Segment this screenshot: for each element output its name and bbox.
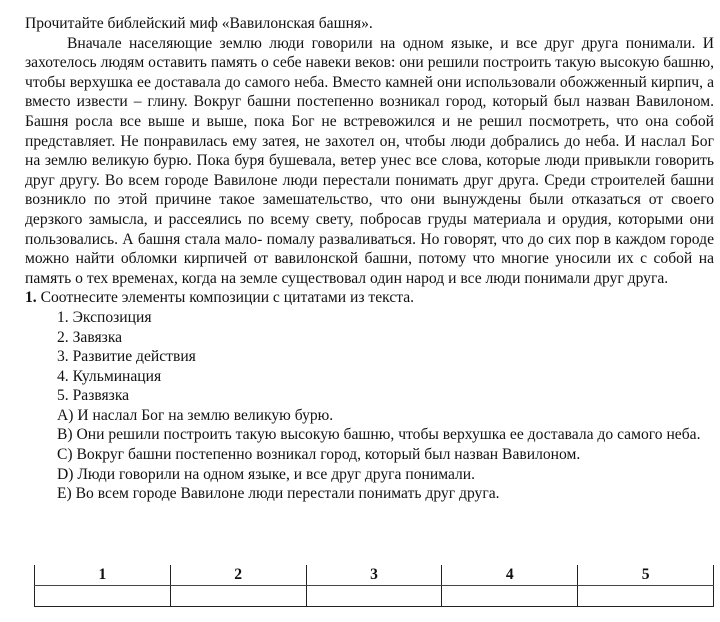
answer-table-answer-row	[35, 586, 714, 607]
composition-elements-list	[25, 308, 714, 406]
composition-element: 5. Развязка	[57, 387, 130, 405]
composition-element: 3. Развитие действия	[57, 348, 196, 366]
task-statement	[25, 288, 714, 308]
composition-element: 2. Завязка	[57, 328, 123, 346]
answer-table-header-cell: 5	[578, 565, 714, 586]
answer-cell[interactable]	[442, 586, 578, 607]
task-number: 1.	[25, 289, 37, 307]
answer-cell[interactable]	[578, 586, 714, 607]
quotes-list	[25, 406, 714, 504]
quote-item: С) Вокруг башни постепенно возникал город, который был назван Вавилоном.	[57, 446, 581, 464]
quote-item: Е) Во всем городе Вавилоне люди перестали понимать друг друга.	[57, 485, 500, 503]
answer-table-header-row	[35, 565, 714, 586]
quote-item: В) Они решили построить такую высокую башню, чтобы верхушка ее доставала до самого неба.	[57, 426, 701, 444]
composition-element: 4. Кульминация	[57, 367, 162, 385]
answer-table-header-cell: 1	[35, 565, 171, 586]
answer-cell[interactable]	[35, 586, 171, 607]
answer-table-header-cell: 2	[170, 565, 306, 586]
task-text: Соотнесите элементы композиции с цитатами из текста.	[36, 289, 415, 307]
myth-text: Вначале населяющие землю люди говорили на одном языке, и все друг друга понимали. И захотелось людям оставить память о себе навеки веков: они решили построить такую высокую башню, чтобы верхушка ее доставала до самого неба. Вместо камней они использовали обожженный кирпич, а вместо извести – глину. Вокруг башни постепенно возникал город, который был назван Вавилоном. Башня росла все выше и выше, пока Бог не встревожился и не решил посмотреть, что она собой представляет. Не понравилась ему затея, не захотел он, чтобы люди добрались до неба. И наслал Бог на землю великую бурю. Пока буря бушевала, ветер унес все слова, которые люди привыкли говорить друг другу. Во всем городе Вавилоне люди перестали понимать друг друга. Среди строителей башни возникло по этой причине такое замешательство, что они вынуждены были отказаться от своего дерзкого замысла, и рассеялись по всему свету, побросав груды материала и орудия, которыми они пользовались. А башня стала мало- помалу разваливаться. Но говорят, что до сих пор в каждом городе можно найти обломки кирпичей от вавилонской башни, потому что многие уносили их с собой на память о тех временах, когда на земле существовал один народ и все люди понимали друг друга.	[25, 34, 714, 287]
answer-cell[interactable]	[306, 586, 442, 607]
answer-cell[interactable]	[170, 586, 306, 607]
worksheet	[25, 14, 714, 504]
quote-item: D) Люди говорили на одном языке, и все друг друга понимали.	[57, 465, 476, 483]
answer-table-header-cell: 3	[306, 565, 442, 586]
composition-element: 1. Экспозиция	[57, 308, 152, 326]
answer-table	[34, 565, 714, 607]
answer-table-header-cell: 4	[442, 565, 578, 586]
worksheet-title: Прочитайте библейский миф «Вавилонская башня».	[25, 15, 373, 32]
quote-item: А) И наслал Бог на землю великую бурю.	[57, 406, 334, 424]
